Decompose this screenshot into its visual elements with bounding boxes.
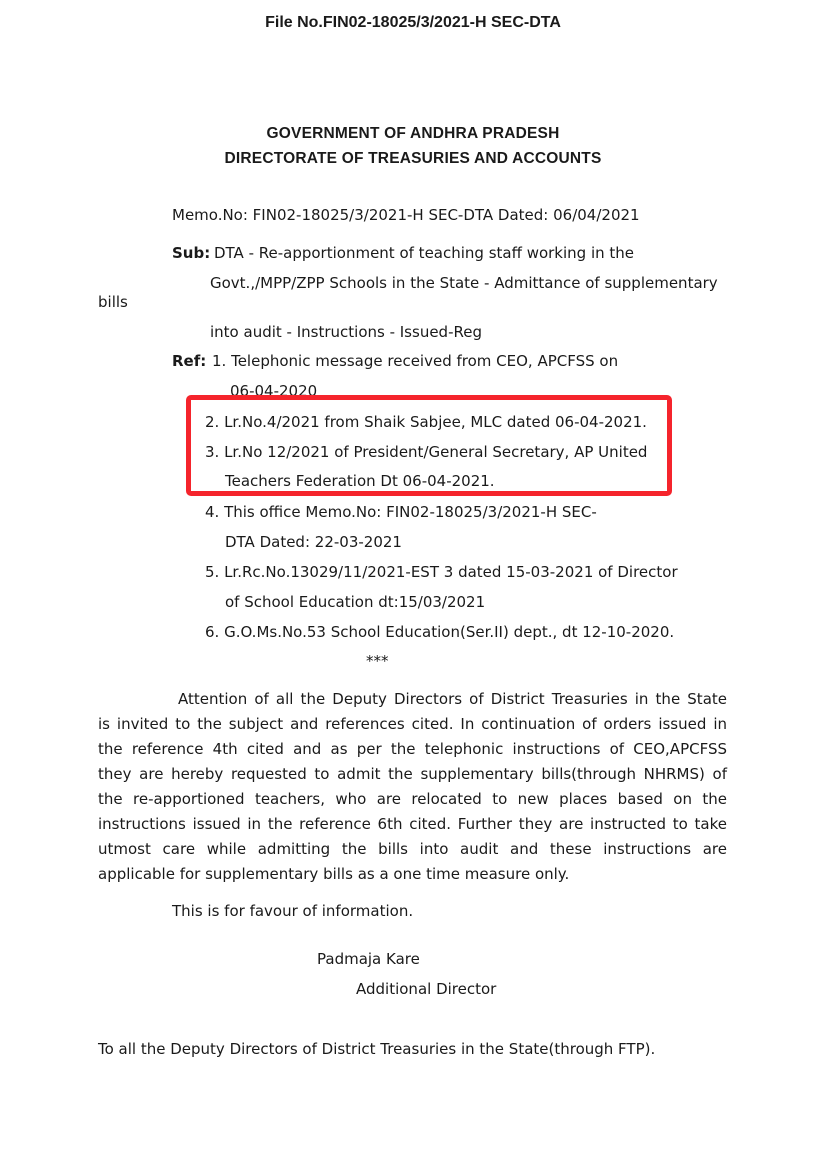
body-line-6: instructions issued in the reference 6th cited. Further they are instructed to take (98, 815, 727, 833)
sub-line-1: DTA - Re-apportionment of teaching staff working in the (214, 244, 635, 262)
ref-item-1: 1. Telephonic message received from CEO, APCFSS on (212, 352, 619, 370)
sub-line-3: bills (98, 293, 128, 311)
body-line-7: utmost care while admitting the bills into audit and these instructions are (98, 840, 727, 858)
ref-item-4: 4. This office Memo.No: FIN02-18025/3/2021-H SEC- (205, 503, 597, 521)
body-line-3: the reference 4th cited and as per the telephonic instructions of CEO,APCFSS (98, 740, 727, 758)
body-line-2: is invited to the subject and references cited. In continuation of orders issued in (98, 715, 727, 733)
signatory-designation: Additional Director (356, 980, 497, 998)
ref-item-4-cont: DTA Dated: 22-03-2021 (225, 533, 402, 551)
sub-label: Sub: (172, 244, 211, 262)
body-line-5: the re-apportioned teachers, who are relocated to new places based on the (98, 790, 727, 808)
signatory-name: Padmaja Kare (317, 950, 420, 968)
ref-item-2: 2. Lr.No.4/2021 from Shaik Sabjee, MLC dated 06-04-2021. (205, 413, 647, 431)
body-line-1: Attention of all the Deputy Directors of District Treasuries in the State (178, 690, 727, 708)
memo-line: Memo.No: FIN02-18025/3/2021-H SEC-DTA Dated: 06/04/2021 (172, 206, 640, 224)
ref-item-5-cont: of School Education dt:15/03/2021 (225, 593, 486, 611)
ref-item-6: 6. G.O.Ms.No.53 School Education(Ser.II) dept., dt 12-10-2020. (205, 623, 675, 641)
favour-line: This is for favour of information. (172, 902, 414, 920)
highlight-box (186, 395, 672, 496)
separator: *** (366, 652, 389, 670)
sub-line-2: Govt.,/MPP/ZPP Schools in the State - Admittance of supplementary (210, 274, 718, 292)
government-title: GOVERNMENT OF ANDHRA PRADESH (266, 125, 560, 142)
body-line-4: they are hereby requested to admit the supplementary bills(through NHRMS) of (98, 765, 727, 783)
ref-label: Ref: (172, 352, 207, 370)
addressee-line: To all the Deputy Directors of District Treasuries in the State(through FTP). (98, 1040, 656, 1058)
directorate-title: DIRECTORATE OF TREASURIES AND ACCOUNTS (224, 150, 602, 167)
file-number: File No.FIN02-18025/3/2021-H SEC-DTA (265, 14, 561, 31)
ref-item-3: 3. Lr.No 12/2021 of President/General Secretary, AP United (205, 443, 648, 461)
body-line-8: applicable for supplementary bills as a one time measure only. (98, 865, 570, 883)
ref-item-5: 5. Lr.Rc.No.13029/11/2021-EST 3 dated 15-03-2021 of Director (205, 563, 678, 581)
ref-item-1-cont: 06-04-2020 (230, 382, 318, 400)
ref-item-3-cont: Teachers Federation Dt 06-04-2021. (225, 472, 495, 490)
sub-line-4: into audit - Instructions - Issued-Reg (210, 323, 482, 341)
